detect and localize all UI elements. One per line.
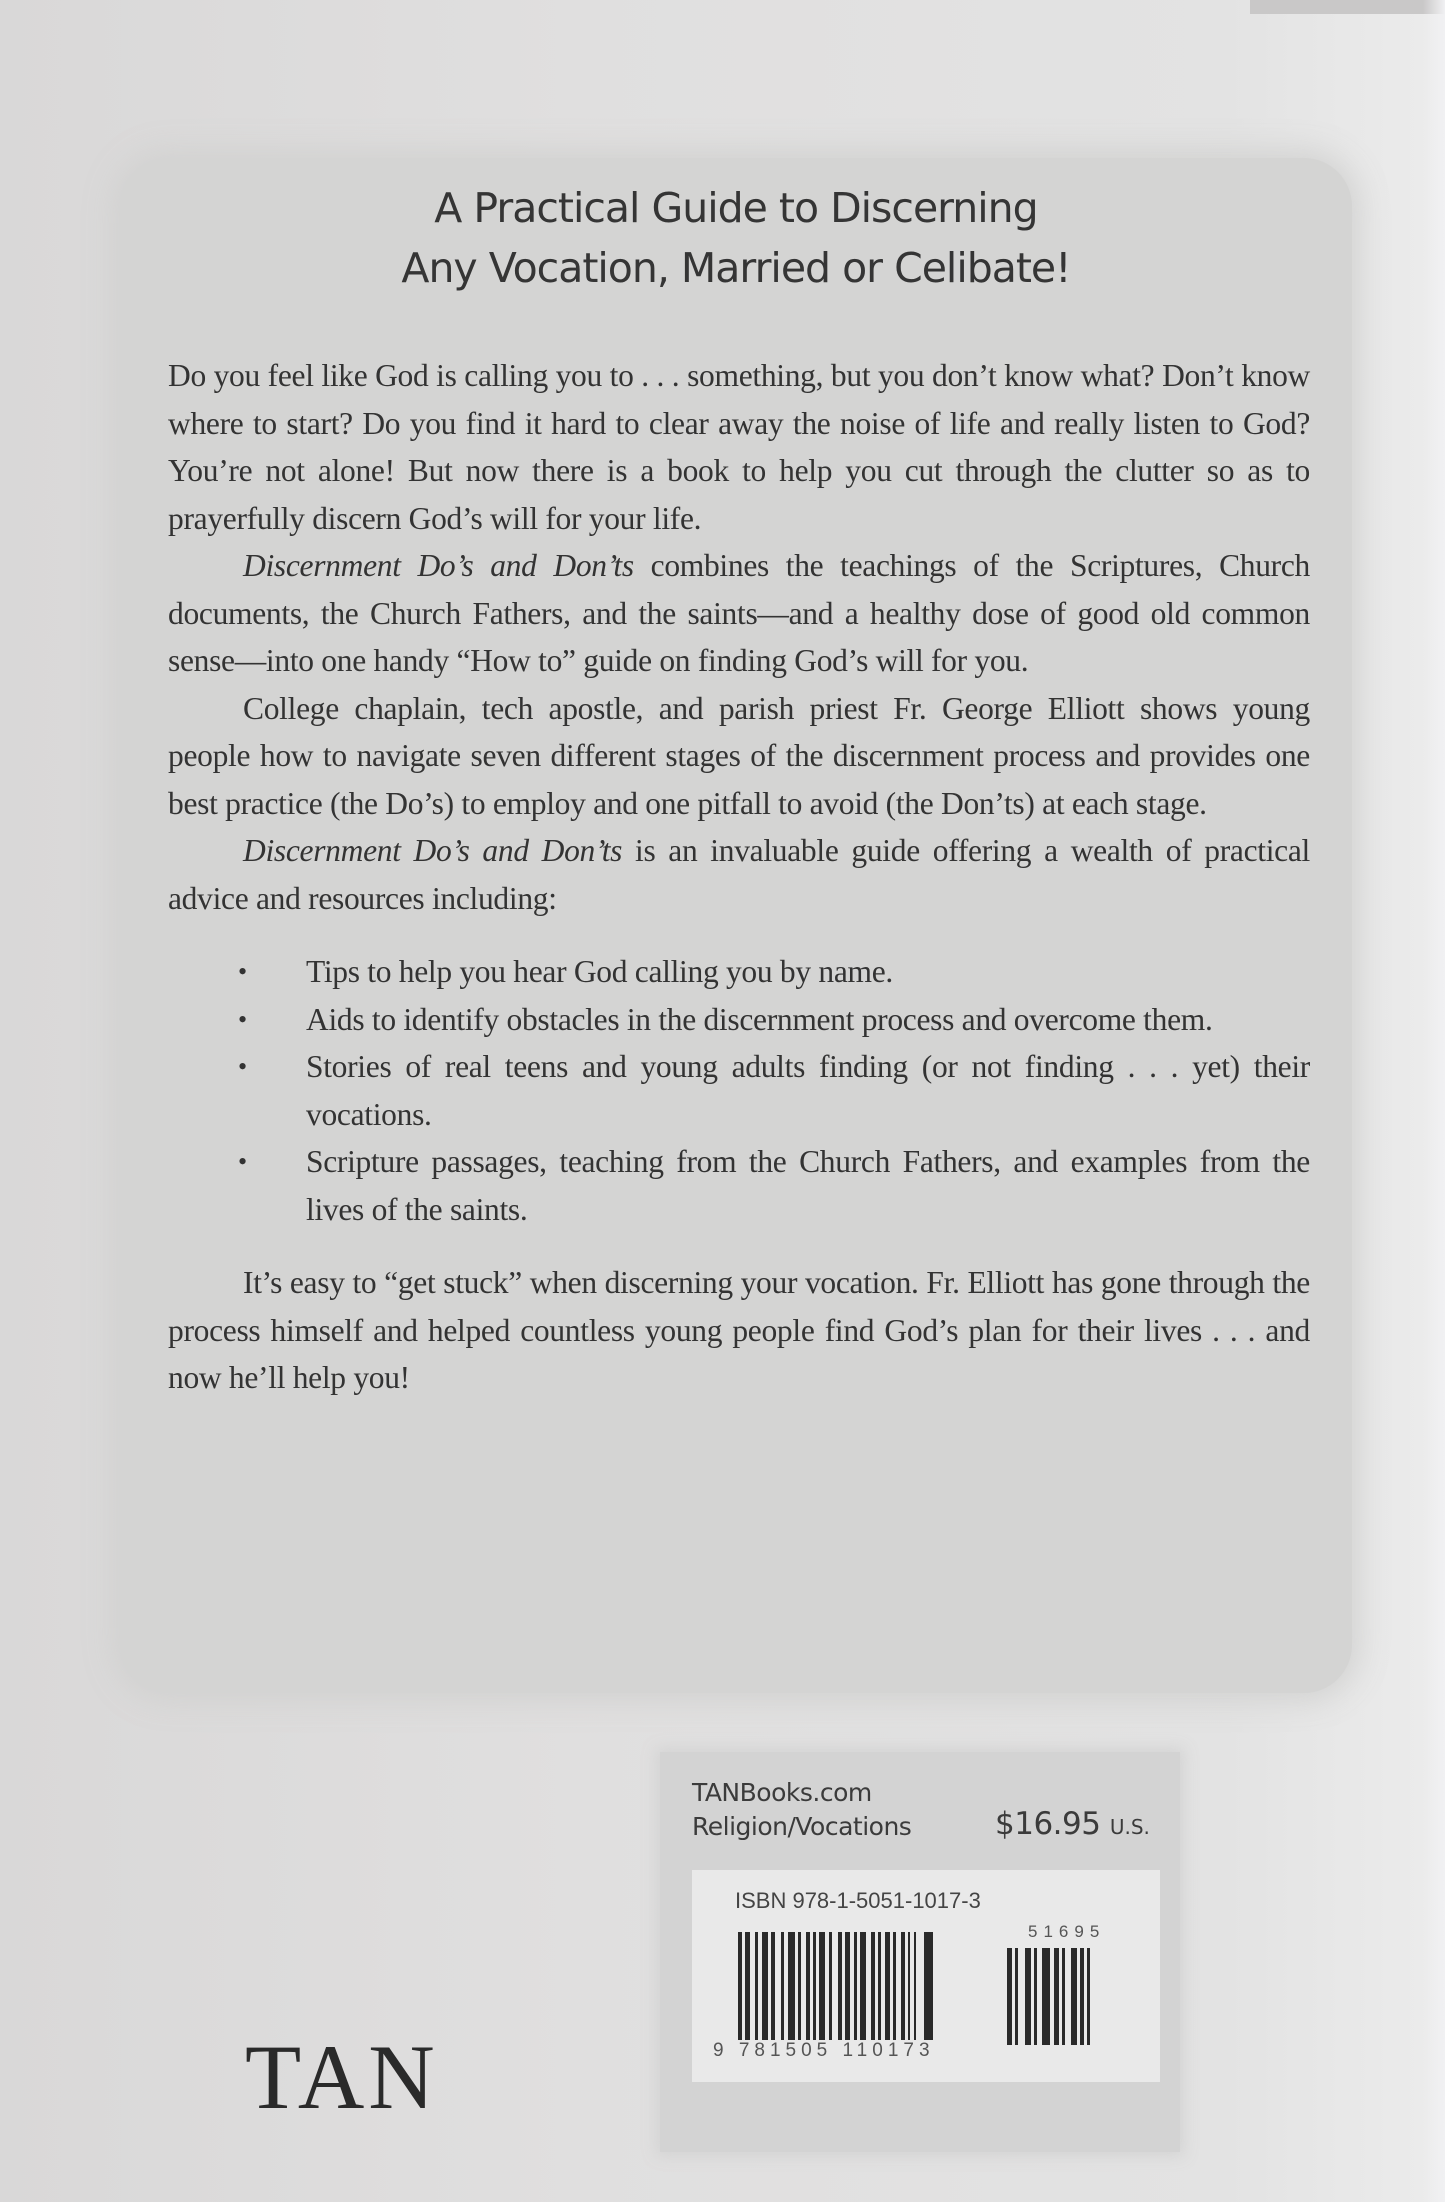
list-item-text: Tips to help you hear God calling you by name. <box>306 954 893 989</box>
bullet-icon: • <box>238 957 247 986</box>
book-title-italic: Discernment Do’s and Don’ts <box>243 833 623 868</box>
ean-barcode-icon <box>738 1932 988 2040</box>
price-label <box>995 1806 1150 1842</box>
book-category: Religion/Vocations <box>692 1812 912 1841</box>
paragraph-summary-text: combines the teachings of the Scriptures, Church documents, the Church Fathers, and the saints—and a healthy dose of good old common sense—into one handy “How to” guide on finding God’s will for you. <box>168 548 1311 678</box>
currency-note: U.S. <box>1109 1815 1150 1839</box>
top-edge-shadow <box>1250 0 1445 14</box>
ean-digits: 9 781505 110173 <box>713 2040 935 2061</box>
right-page-edge <box>1423 0 1445 2202</box>
publisher-website: TANBooks.com <box>692 1778 872 1807</box>
paragraph-closing: It’s easy to “get stuck” when discerning your vocation. Fr. Elliott has gone through the process himself and helped countless young people find God’s plan for their lives . . . and now he’ll help you! <box>168 1265 1310 1395</box>
headline-line-1: A Practical Guide to Discerning <box>434 184 1038 232</box>
publisher-logo: TAN <box>245 2026 439 2128</box>
book-title-italic: Discernment Do’s and Don’ts <box>243 548 634 583</box>
paragraph-author: College chaplain, tech apostle, and parish priest Fr. George Elliott shows young people how to navigate seven different stages of the discernment process and provides one best practice (the Do’s) to employ and one pitfall to avoid (the Don’ts) at each stage. <box>168 690 1310 821</box>
paragraph-summary <box>168 542 1310 685</box>
list-item-text: Aids to identify obstacles in the discernment process and overcome them. <box>306 1001 1213 1037</box>
bullet-icon: • <box>238 1147 247 1176</box>
bullet-icon: • <box>238 1004 247 1034</box>
headline-line-2: Any Vocation, Married or Celibate! <box>401 244 1071 292</box>
addon-barcode-icon <box>1007 1948 1129 2045</box>
blurb-body <box>168 352 1310 1402</box>
list-item <box>238 948 1310 996</box>
price-value: $16.95 <box>995 1806 1101 1842</box>
headline <box>120 178 1352 298</box>
paragraph-features-text: is an invaluable guide offering a wealth of practical advice and resources including: <box>168 833 1310 916</box>
paragraph-intro: Do you feel like God is calling you to . . . something, but you don’t know what? Don’t know where to start? Do you find it hard to clear away the noise of life and really listen to God? You’re not alone! But now there is a book to help you cut through the clutter so as to prayerfully discern God’s will for your life. <box>168 358 1310 536</box>
bullet-icon: • <box>238 1052 247 1081</box>
list-item <box>238 1138 1310 1233</box>
list-item-text: Scripture passages, teaching from the Church Fathers, and examples from the lives of the saints. <box>306 1144 1310 1227</box>
features-list <box>168 948 1310 1233</box>
list-item <box>238 996 1310 1044</box>
isbn-label: ISBN 978-1-5051-1017-3 <box>735 1888 981 1913</box>
list-item <box>238 1043 1310 1138</box>
addon-digits: 51695 <box>1028 1922 1106 1941</box>
list-item-text: Stories of real teens and young adults finding (or not finding . . . yet) their vocations. <box>306 1049 1310 1132</box>
paragraph-features <box>168 827 1310 922</box>
